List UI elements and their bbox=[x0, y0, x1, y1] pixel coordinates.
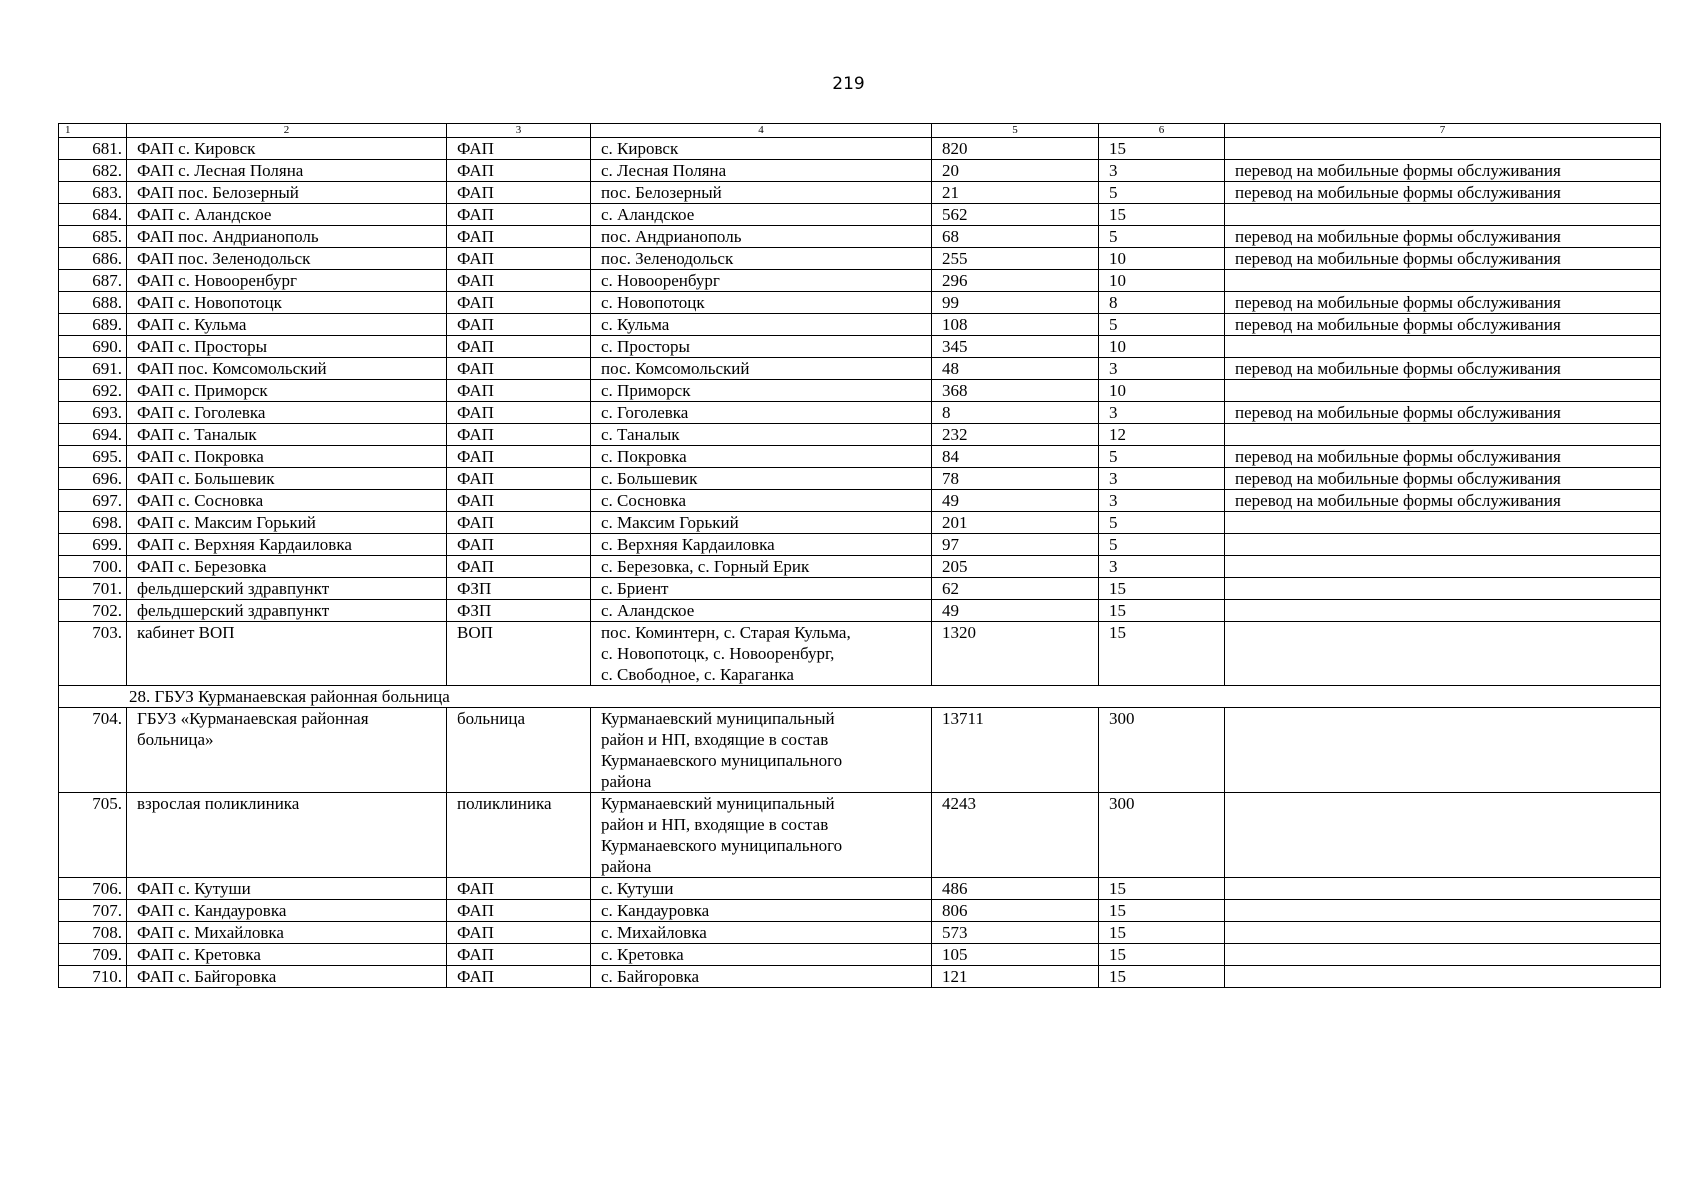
distance-cell: 300 bbox=[1099, 708, 1225, 793]
population-cell: 99 bbox=[932, 292, 1099, 314]
distance-cell: 3 bbox=[1099, 160, 1225, 182]
section-header-row bbox=[59, 686, 1661, 708]
table-row bbox=[59, 622, 1661, 686]
row-number-cell: 696. bbox=[59, 468, 127, 490]
population-cell: 368 bbox=[932, 380, 1099, 402]
table-row bbox=[59, 966, 1661, 988]
note-cell bbox=[1225, 622, 1661, 686]
distance-cell: 3 bbox=[1099, 468, 1225, 490]
service-area-cell: с. Максим Горький bbox=[591, 512, 932, 534]
table-row bbox=[59, 793, 1661, 878]
facility-type-cell: ФАП bbox=[447, 182, 591, 204]
distance-cell: 15 bbox=[1099, 944, 1225, 966]
distance-cell: 300 bbox=[1099, 793, 1225, 878]
note-cell bbox=[1225, 944, 1661, 966]
facility-type-cell: ФАП bbox=[447, 160, 591, 182]
service-area-cell: с. Верхняя Кардаиловка bbox=[591, 534, 932, 556]
note-cell bbox=[1225, 578, 1661, 600]
note-cell bbox=[1225, 708, 1661, 793]
facility-name-cell: ФАП с. Байгоровка bbox=[127, 966, 447, 988]
page-number: 219 bbox=[832, 74, 865, 94]
service-area-cell: с. Березовка, с. Горный Ерик bbox=[591, 556, 932, 578]
column-number: 5 bbox=[932, 124, 1099, 138]
note-cell bbox=[1225, 138, 1661, 160]
row-number-cell: 691. bbox=[59, 358, 127, 380]
facility-name-cell: ФАП пос. Белозерный bbox=[127, 182, 447, 204]
population-cell: 13711 bbox=[932, 708, 1099, 793]
facility-type-cell: ФАП bbox=[447, 556, 591, 578]
facility-name-cell: ФАП с. Новопотоцк bbox=[127, 292, 447, 314]
note-cell bbox=[1225, 922, 1661, 944]
facility-name-cell: ФАП с. Сосновка bbox=[127, 490, 447, 512]
facility-name-cell: кабинет ВОП bbox=[127, 622, 447, 686]
cell-line: Курманаевский муниципальный bbox=[601, 709, 835, 728]
facility-type-cell: ФАП bbox=[447, 944, 591, 966]
note-cell bbox=[1225, 380, 1661, 402]
population-cell: 806 bbox=[932, 900, 1099, 922]
cell-line: пос. Коминтерн, с. Старая Кульма, bbox=[601, 623, 851, 642]
population-cell: 21 bbox=[932, 182, 1099, 204]
cell-line: Курманаевский муниципальный bbox=[601, 794, 835, 813]
table-row bbox=[59, 182, 1661, 204]
row-number-cell: 686. bbox=[59, 248, 127, 270]
table-row bbox=[59, 226, 1661, 248]
facility-type-cell: ФАП bbox=[447, 490, 591, 512]
note-cell bbox=[1225, 793, 1661, 878]
table-row bbox=[59, 512, 1661, 534]
table-row bbox=[59, 380, 1661, 402]
facility-type-cell: ФАП bbox=[447, 270, 591, 292]
population-cell: 105 bbox=[932, 944, 1099, 966]
distance-cell: 15 bbox=[1099, 204, 1225, 226]
population-cell: 820 bbox=[932, 138, 1099, 160]
table-row bbox=[59, 204, 1661, 226]
population-cell: 78 bbox=[932, 468, 1099, 490]
service-area-cell: с. Кретовка bbox=[591, 944, 932, 966]
service-area-cell: с. Таналык bbox=[591, 424, 932, 446]
facility-type-cell: ФАП bbox=[447, 138, 591, 160]
population-cell: 1320 bbox=[932, 622, 1099, 686]
distance-cell: 15 bbox=[1099, 138, 1225, 160]
facility-name-cell: ФАП с. Аландское bbox=[127, 204, 447, 226]
column-number: 2 bbox=[127, 124, 447, 138]
service-area-cell: с. Байгоровка bbox=[591, 966, 932, 988]
distance-cell: 3 bbox=[1099, 358, 1225, 380]
service-area-cell: с. Кировск bbox=[591, 138, 932, 160]
column-number: 1 bbox=[59, 124, 127, 138]
row-number-cell: 710. bbox=[59, 966, 127, 988]
table-row bbox=[59, 336, 1661, 358]
population-cell: 20 bbox=[932, 160, 1099, 182]
facility-name-cell: взрослая поликлиника bbox=[127, 793, 447, 878]
service-area-cell: с. Сосновка bbox=[591, 490, 932, 512]
cell-line: район и НП, входящие в состав bbox=[601, 815, 829, 834]
table-row bbox=[59, 468, 1661, 490]
table-row bbox=[59, 424, 1661, 446]
facility-type-cell: ФАП bbox=[447, 424, 591, 446]
row-number-cell: 684. bbox=[59, 204, 127, 226]
row-number-cell: 697. bbox=[59, 490, 127, 512]
service-area-cell: с. Покровка bbox=[591, 446, 932, 468]
note-cell: перевод на мобильные формы обслуживания bbox=[1225, 468, 1661, 490]
note-cell: перевод на мобильные формы обслуживания bbox=[1225, 314, 1661, 336]
note-cell bbox=[1225, 424, 1661, 446]
row-number-cell: 709. bbox=[59, 944, 127, 966]
row-number-cell: 683. bbox=[59, 182, 127, 204]
table-row bbox=[59, 138, 1661, 160]
population-cell: 97 bbox=[932, 534, 1099, 556]
note-cell bbox=[1225, 204, 1661, 226]
facility-name-cell: ФАП с. Кретовка bbox=[127, 944, 447, 966]
distance-cell: 5 bbox=[1099, 182, 1225, 204]
facility-type-cell: ФАП bbox=[447, 204, 591, 226]
population-cell: 84 bbox=[932, 446, 1099, 468]
section-title: 28. ГБУЗ Курманаевская районная больница bbox=[59, 686, 1661, 708]
note-cell: перевод на мобильные формы обслуживания bbox=[1225, 446, 1661, 468]
row-number-cell: 681. bbox=[59, 138, 127, 160]
note-cell bbox=[1225, 900, 1661, 922]
distance-cell: 15 bbox=[1099, 578, 1225, 600]
facility-name-cell: ФАП пос. Комсомольский bbox=[127, 358, 447, 380]
row-number-cell: 701. bbox=[59, 578, 127, 600]
row-number-cell: 695. bbox=[59, 446, 127, 468]
distance-cell: 5 bbox=[1099, 534, 1225, 556]
distance-cell: 12 bbox=[1099, 424, 1225, 446]
row-number-cell: 703. bbox=[59, 622, 127, 686]
service-area-cell bbox=[591, 793, 932, 878]
row-number-cell: 690. bbox=[59, 336, 127, 358]
facility-type-cell: ФАП bbox=[447, 922, 591, 944]
note-cell: перевод на мобильные формы обслуживания bbox=[1225, 182, 1661, 204]
column-number: 4 bbox=[591, 124, 932, 138]
table-row bbox=[59, 556, 1661, 578]
facility-name-cell: ФАП с. Приморск bbox=[127, 380, 447, 402]
table-row bbox=[59, 446, 1661, 468]
table-row bbox=[59, 160, 1661, 182]
table-row bbox=[59, 292, 1661, 314]
distance-cell: 15 bbox=[1099, 622, 1225, 686]
cell-line: ГБУЗ «Курманаевская районная bbox=[137, 709, 369, 728]
row-number-cell: 706. bbox=[59, 878, 127, 900]
distance-cell: 15 bbox=[1099, 900, 1225, 922]
table-row bbox=[59, 600, 1661, 622]
row-number-cell: 685. bbox=[59, 226, 127, 248]
facility-type-cell: ФАП bbox=[447, 402, 591, 424]
facility-name-cell: фельдшерский здравпункт bbox=[127, 600, 447, 622]
row-number-cell: 705. bbox=[59, 793, 127, 878]
table-row bbox=[59, 314, 1661, 336]
population-cell: 201 bbox=[932, 512, 1099, 534]
facility-type-cell: ФАП bbox=[447, 512, 591, 534]
distance-cell: 15 bbox=[1099, 922, 1225, 944]
service-area-cell: с. Аландское bbox=[591, 600, 932, 622]
cell-line: района bbox=[601, 857, 652, 876]
service-area-cell bbox=[591, 708, 932, 793]
cell-line: Курманаевского муниципального bbox=[601, 836, 843, 855]
population-cell: 232 bbox=[932, 424, 1099, 446]
population-cell: 486 bbox=[932, 878, 1099, 900]
facility-type-cell: больница bbox=[447, 708, 591, 793]
population-cell: 255 bbox=[932, 248, 1099, 270]
column-number: 7 bbox=[1225, 124, 1661, 138]
service-area-cell: с. Гоголевка bbox=[591, 402, 932, 424]
facility-table bbox=[58, 123, 1661, 988]
row-number-cell: 708. bbox=[59, 922, 127, 944]
distance-cell: 5 bbox=[1099, 512, 1225, 534]
facility-name-cell: ФАП с. Покровка bbox=[127, 446, 447, 468]
column-number: 6 bbox=[1099, 124, 1225, 138]
service-area-cell: пос. Комсомольский bbox=[591, 358, 932, 380]
population-cell: 68 bbox=[932, 226, 1099, 248]
distance-cell: 5 bbox=[1099, 226, 1225, 248]
cell-line: района bbox=[601, 772, 652, 791]
note-cell bbox=[1225, 270, 1661, 292]
row-number-cell: 689. bbox=[59, 314, 127, 336]
note-cell bbox=[1225, 512, 1661, 534]
facility-name-cell: ФАП с. Кандауровка bbox=[127, 900, 447, 922]
note-cell bbox=[1225, 534, 1661, 556]
service-area-cell: с. Кандауровка bbox=[591, 900, 932, 922]
table-row bbox=[59, 578, 1661, 600]
service-area-cell: пос. Белозерный bbox=[591, 182, 932, 204]
facility-type-cell: ФАП bbox=[447, 248, 591, 270]
facility-type-cell: ФАП bbox=[447, 358, 591, 380]
facility-type-cell: ФАП bbox=[447, 336, 591, 358]
facility-name-cell: ФАП с. Таналык bbox=[127, 424, 447, 446]
distance-cell: 8 bbox=[1099, 292, 1225, 314]
service-area-cell: с. Новопотоцк bbox=[591, 292, 932, 314]
distance-cell: 10 bbox=[1099, 336, 1225, 358]
service-area-cell: с. Большевик bbox=[591, 468, 932, 490]
facility-type-cell: ФАП bbox=[447, 900, 591, 922]
note-cell bbox=[1225, 336, 1661, 358]
note-cell bbox=[1225, 556, 1661, 578]
row-number-cell: 693. bbox=[59, 402, 127, 424]
note-cell: перевод на мобильные формы обслуживания bbox=[1225, 226, 1661, 248]
row-number-cell: 694. bbox=[59, 424, 127, 446]
service-area-cell: пос. Зеленодольск bbox=[591, 248, 932, 270]
population-cell: 573 bbox=[932, 922, 1099, 944]
table-row bbox=[59, 402, 1661, 424]
service-area-cell: пос. Андрианополь bbox=[591, 226, 932, 248]
facility-name-cell bbox=[127, 708, 447, 793]
facility-type-cell: ФАП bbox=[447, 380, 591, 402]
note-cell: перевод на мобильные формы обслуживания bbox=[1225, 248, 1661, 270]
distance-cell: 15 bbox=[1099, 600, 1225, 622]
distance-cell: 15 bbox=[1099, 878, 1225, 900]
facility-type-cell: поликлиника bbox=[447, 793, 591, 878]
distance-cell: 5 bbox=[1099, 314, 1225, 336]
population-cell: 205 bbox=[932, 556, 1099, 578]
row-number-cell: 699. bbox=[59, 534, 127, 556]
column-number: 3 bbox=[447, 124, 591, 138]
population-cell: 345 bbox=[932, 336, 1099, 358]
facility-name-cell: ФАП с. Кутуши bbox=[127, 878, 447, 900]
note-cell: перевод на мобильные формы обслуживания bbox=[1225, 358, 1661, 380]
facility-type-cell: ФАП bbox=[447, 534, 591, 556]
cell-line: с. Свободное, с. Караганка bbox=[601, 665, 794, 684]
row-number-cell: 692. bbox=[59, 380, 127, 402]
facility-name-cell: ФАП с. Березовка bbox=[127, 556, 447, 578]
facility-type-cell: ФАП bbox=[447, 468, 591, 490]
distance-cell: 3 bbox=[1099, 402, 1225, 424]
population-cell: 49 bbox=[932, 490, 1099, 512]
facility-type-cell: ФАП bbox=[447, 966, 591, 988]
facility-type-cell: ВОП bbox=[447, 622, 591, 686]
service-area-cell: с. Михайловка bbox=[591, 922, 932, 944]
table-row bbox=[59, 534, 1661, 556]
service-area-cell: с. Аландское bbox=[591, 204, 932, 226]
facility-name-cell: ФАП с. Лесная Поляна bbox=[127, 160, 447, 182]
facility-name-cell: ФАП с. Новооренбург bbox=[127, 270, 447, 292]
note-cell bbox=[1225, 600, 1661, 622]
service-area-cell bbox=[591, 622, 932, 686]
distance-cell: 10 bbox=[1099, 248, 1225, 270]
note-cell: перевод на мобильные формы обслуживания bbox=[1225, 160, 1661, 182]
note-cell: перевод на мобильные формы обслуживания bbox=[1225, 490, 1661, 512]
population-cell: 62 bbox=[932, 578, 1099, 600]
facility-name-cell: ФАП с. Большевик bbox=[127, 468, 447, 490]
facility-type-cell: ФЗП bbox=[447, 600, 591, 622]
cell-line: Курманаевского муниципального bbox=[601, 751, 843, 770]
table-row bbox=[59, 358, 1661, 380]
note-cell bbox=[1225, 966, 1661, 988]
cell-line: больница» bbox=[137, 730, 214, 749]
distance-cell: 5 bbox=[1099, 446, 1225, 468]
service-area-cell: с. Лесная Поляна bbox=[591, 160, 932, 182]
row-number-cell: 688. bbox=[59, 292, 127, 314]
facility-type-cell: ФАП bbox=[447, 878, 591, 900]
table-row bbox=[59, 944, 1661, 966]
table-row bbox=[59, 270, 1661, 292]
population-cell: 121 bbox=[932, 966, 1099, 988]
service-area-cell: с. Просторы bbox=[591, 336, 932, 358]
population-cell: 8 bbox=[932, 402, 1099, 424]
row-number-cell: 682. bbox=[59, 160, 127, 182]
facility-name-cell: ФАП с. Михайловка bbox=[127, 922, 447, 944]
service-area-cell: с. Новооренбург bbox=[591, 270, 932, 292]
facility-type-cell: ФАП bbox=[447, 292, 591, 314]
population-cell: 48 bbox=[932, 358, 1099, 380]
distance-cell: 3 bbox=[1099, 556, 1225, 578]
note-cell bbox=[1225, 878, 1661, 900]
facility-name-cell: ФАП с. Просторы bbox=[127, 336, 447, 358]
table-row bbox=[59, 878, 1661, 900]
row-number-cell: 700. bbox=[59, 556, 127, 578]
table-row bbox=[59, 708, 1661, 793]
distance-cell: 15 bbox=[1099, 966, 1225, 988]
row-number-cell: 704. bbox=[59, 708, 127, 793]
row-number-cell: 698. bbox=[59, 512, 127, 534]
population-cell: 108 bbox=[932, 314, 1099, 336]
row-number-cell: 687. bbox=[59, 270, 127, 292]
population-cell: 49 bbox=[932, 600, 1099, 622]
table-row bbox=[59, 248, 1661, 270]
table-row bbox=[59, 900, 1661, 922]
facility-type-cell: ФАП bbox=[447, 314, 591, 336]
facility-name-cell: ФАП с. Кировск bbox=[127, 138, 447, 160]
facility-name-cell: ФАП с. Максим Горький bbox=[127, 512, 447, 534]
facility-name-cell: ФАП с. Верхняя Кардаиловка bbox=[127, 534, 447, 556]
note-cell: перевод на мобильные формы обслуживания bbox=[1225, 402, 1661, 424]
cell-line: с. Новопотоцк, с. Новооренбург, bbox=[601, 644, 835, 663]
service-area-cell: с. Кутуши bbox=[591, 878, 932, 900]
note-cell: перевод на мобильные формы обслуживания bbox=[1225, 292, 1661, 314]
cell-line: район и НП, входящие в состав bbox=[601, 730, 829, 749]
facility-name-cell: ФАП с. Кульма bbox=[127, 314, 447, 336]
column-number-row bbox=[59, 124, 1661, 138]
facility-type-cell: ФАП bbox=[447, 226, 591, 248]
population-cell: 296 bbox=[932, 270, 1099, 292]
distance-cell: 10 bbox=[1099, 380, 1225, 402]
table-row bbox=[59, 922, 1661, 944]
facility-name-cell: ФАП пос. Зеленодольск bbox=[127, 248, 447, 270]
facility-type-cell: ФЗП bbox=[447, 578, 591, 600]
service-area-cell: с. Приморск bbox=[591, 380, 932, 402]
facility-name-cell: ФАП с. Гоголевка bbox=[127, 402, 447, 424]
population-cell: 562 bbox=[932, 204, 1099, 226]
facility-type-cell: ФАП bbox=[447, 446, 591, 468]
population-cell: 4243 bbox=[932, 793, 1099, 878]
facility-name-cell: ФАП пос. Андрианополь bbox=[127, 226, 447, 248]
table-body bbox=[59, 124, 1661, 988]
facility-name-cell: фельдшерский здравпункт bbox=[127, 578, 447, 600]
table-row bbox=[59, 490, 1661, 512]
distance-cell: 10 bbox=[1099, 270, 1225, 292]
row-number-cell: 707. bbox=[59, 900, 127, 922]
service-area-cell: с. Кульма bbox=[591, 314, 932, 336]
distance-cell: 3 bbox=[1099, 490, 1225, 512]
row-number-cell: 702. bbox=[59, 600, 127, 622]
service-area-cell: с. Бриент bbox=[591, 578, 932, 600]
